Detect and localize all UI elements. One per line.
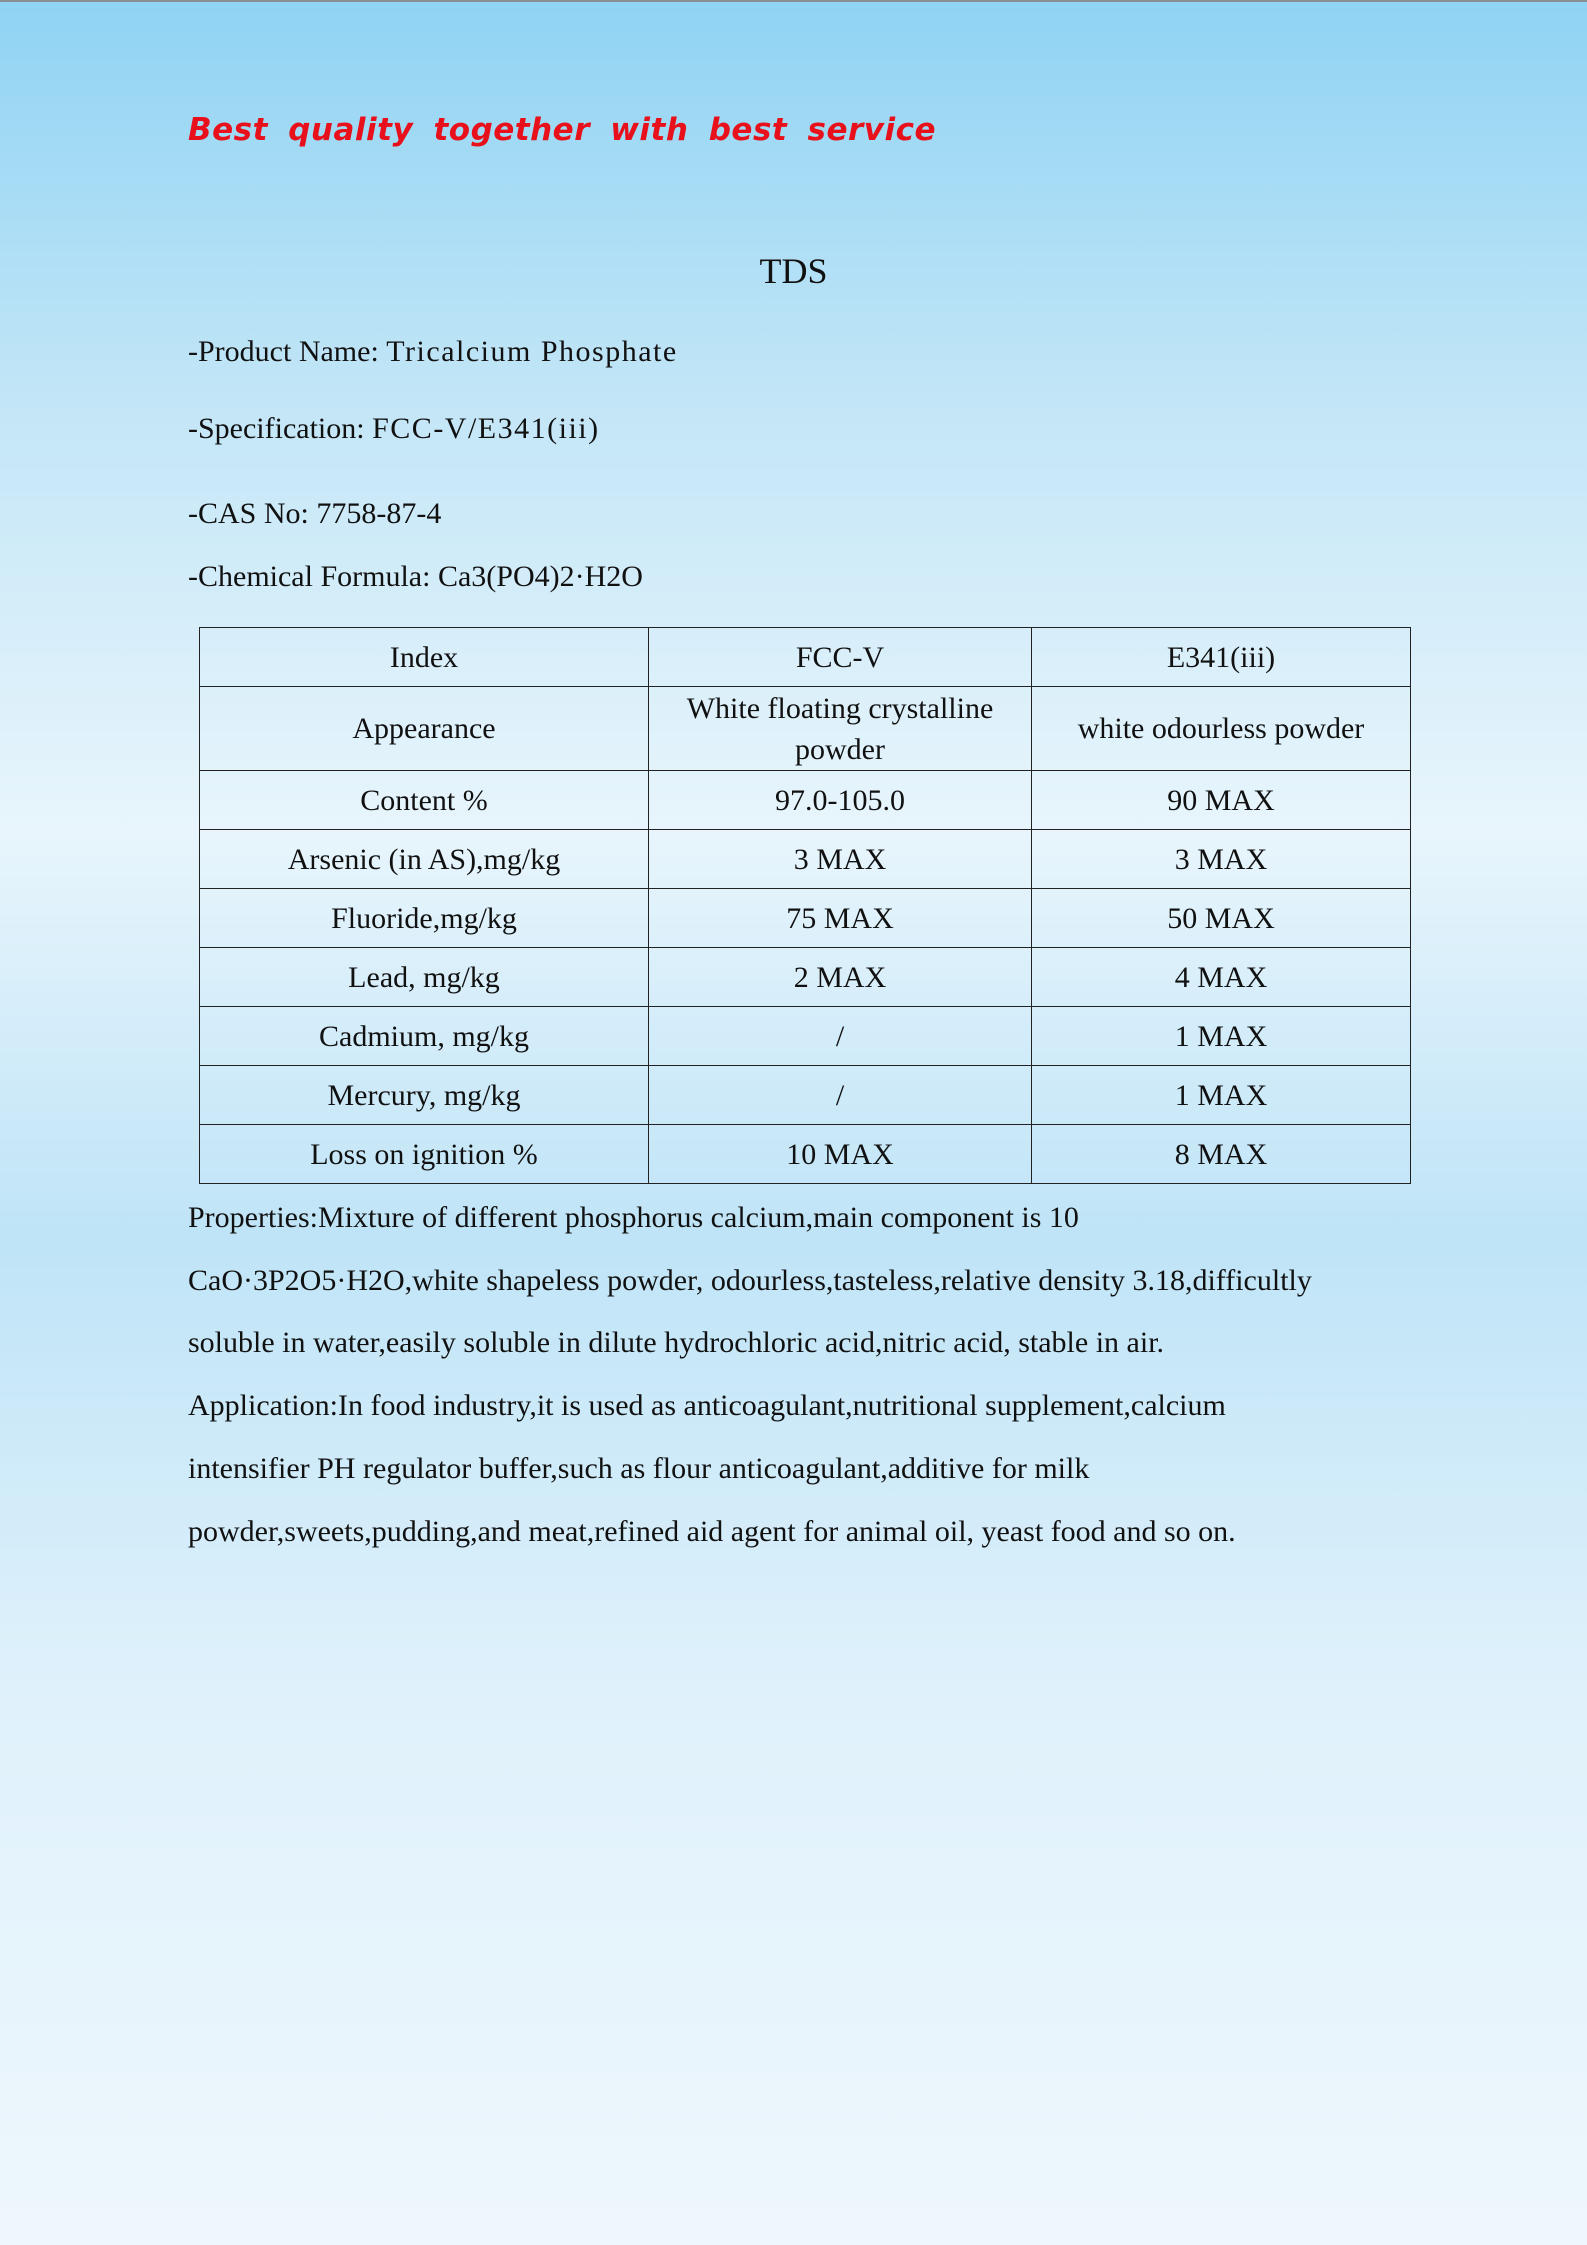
product-name-value: Tricalcium Phosphate	[386, 335, 678, 368]
slogan: Best quality together with best service	[188, 112, 937, 148]
product-name-label: -Product Name:	[188, 335, 387, 368]
text-line: soluble in water,easily soluble in dilute hydrochloric acid,nitric acid, stable in air.	[188, 1326, 1165, 1360]
table-row	[200, 889, 1411, 948]
table-cell: Lead, mg/kg	[200, 948, 649, 1007]
specification-value: FCC-V/E341(iii)	[372, 412, 600, 445]
text-line: powder,sweets,pudding,and meat,refined aid agent for animal oil, yeast food and so on.	[188, 1514, 1236, 1548]
table-cell: 3 MAX	[1032, 830, 1411, 889]
table-cell: white odourless powder	[1032, 687, 1411, 771]
table-row	[200, 1125, 1411, 1184]
table-cell: 97.0-105.0	[649, 771, 1032, 830]
table-cell: /	[649, 1007, 1032, 1066]
table-cell: 10 MAX	[649, 1125, 1032, 1184]
table-header-row	[200, 628, 1411, 687]
table-cell: Content %	[200, 771, 649, 830]
table-cell: Loss on ignition %	[200, 1125, 649, 1184]
text-line: intensifier PH regulator buffer,such as flour anticoagulant,additive for milk	[188, 1451, 1090, 1485]
table-cell: Cadmium, mg/kg	[200, 1007, 649, 1066]
table-cell: 2 MAX	[649, 948, 1032, 1007]
table-cell: 90 MAX	[1032, 771, 1411, 830]
text-line: Application:In food industry,it is used as anticoagulant,nutritional supplement,calcium	[188, 1389, 1226, 1423]
table-row	[200, 687, 1411, 771]
table-cell: Arsenic (in AS),mg/kg	[200, 830, 649, 889]
table-cell: 1 MAX	[1032, 1007, 1411, 1066]
table-cell: Mercury, mg/kg	[200, 1066, 649, 1125]
table-cell: 1 MAX	[1032, 1066, 1411, 1125]
specification-label: -Specification:	[188, 412, 373, 445]
product-name-line	[188, 335, 678, 369]
text-line: Properties:Mixture of different phosphorus calcium,main component is 10	[188, 1201, 1079, 1234]
table-cell: Appearance	[200, 687, 649, 771]
table-cell: 75 MAX	[649, 889, 1032, 948]
table-cell: White floating crystalline powder	[649, 687, 1032, 771]
table-row	[200, 1066, 1411, 1125]
table-cell: /	[649, 1066, 1032, 1125]
table-cell: 3 MAX	[649, 830, 1032, 889]
table-cell: Fluoride,mg/kg	[200, 889, 649, 948]
table-cell: 50 MAX	[1032, 889, 1411, 948]
table-cell: 4 MAX	[1032, 948, 1411, 1007]
header-cell: E341(iii)	[1032, 628, 1411, 687]
specification-line	[188, 412, 600, 446]
table-cell: 8 MAX	[1032, 1125, 1411, 1184]
document-title: TDS	[759, 251, 828, 291]
table-row	[200, 1007, 1411, 1066]
table-row	[200, 830, 1411, 889]
description-text	[188, 1187, 1418, 1563]
table-row	[200, 771, 1411, 830]
top-border	[0, 0, 1587, 2]
text-line: CaO·3P2O5·H2O,white shapeless powder, odourless,tasteless,relative density 3.18,difficultly	[188, 1263, 1312, 1297]
header-cell: FCC-V	[649, 628, 1032, 687]
specification-table	[199, 627, 1411, 1184]
chemical-formula: -Chemical Formula: Ca3(PO4)2·H2O	[188, 560, 643, 593]
table-row	[200, 948, 1411, 1007]
cas-number: -CAS No: 7758-87-4	[188, 497, 442, 530]
header-cell: Index	[200, 628, 649, 687]
